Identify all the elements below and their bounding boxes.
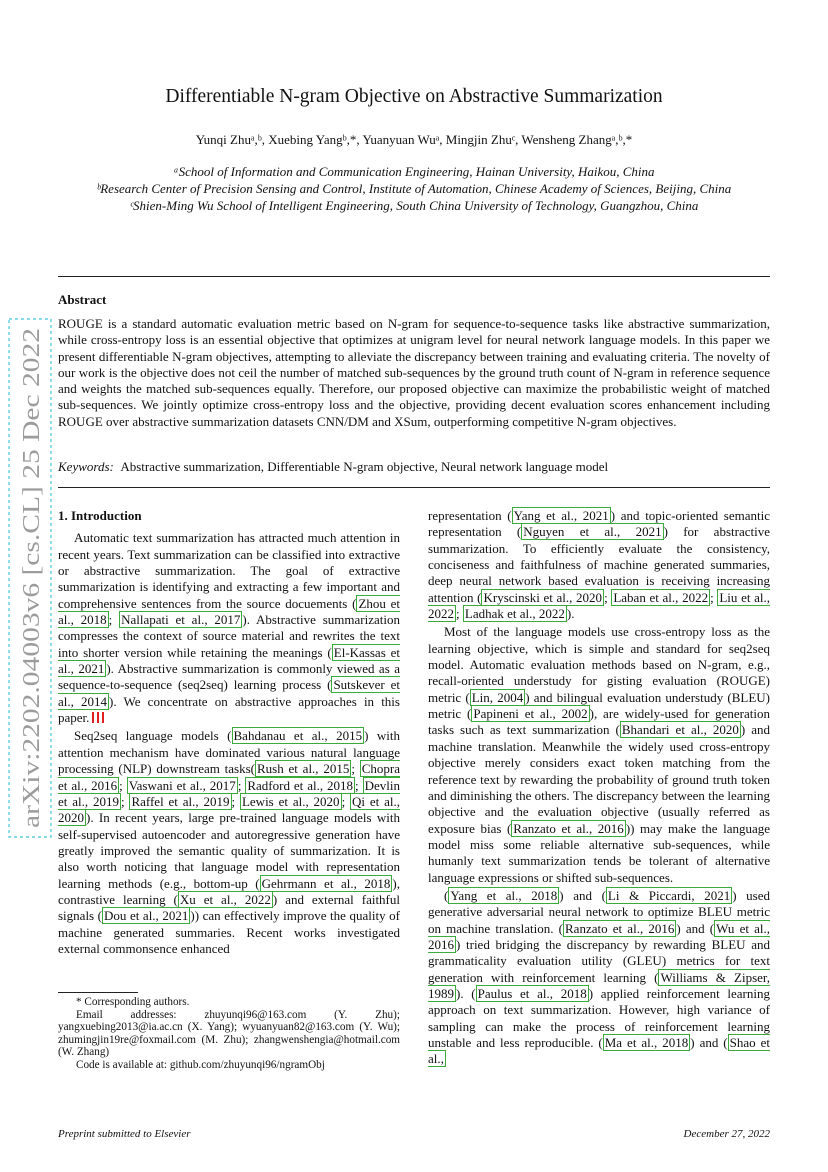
citation-link[interactable]: Shao et al., [428,1035,770,1067]
paragraph: representation ( Yang et al., 2021 ) and topic-oriented semantic representation ( Nguyen et al., 2021 ) for abstractive summarization. To efficiently evaluate the consistency, conciseness and faithfulness of machine generated summaries, deep neural network based evaluation is receiving increasing attention ( Kryscinski et al., 2020 ; Laban et al., 2022 ; Liu et al., 2022 ; Ladhak et al., 2022 ). [428,508,770,622]
affiliation-a: ᵃSchool of Information and Communication Engineering, Hainan University, Haikou, China [173,164,655,179]
citation-link[interactable]: Ranzato et al., 2016 [565,920,675,936]
affiliation-b: ᵇResearch Center of Precision Sensing and Control, Institute of Automation, Chinese Academy of Sciences, Beijing, China [96,181,732,196]
footer-date: December 27, 2022 [683,1128,770,1140]
footnote-rule [58,992,138,993]
citation-link[interactable]: Radford et al., 2018 [247,777,354,793]
paper-title-text: Differentiable N-gram Objective on Abstractive Summarization [165,86,663,107]
paragraph: Automatic text summarization has attracted much attention in recent years. Text summarization can be classified into extractive or abstractive summarization. The goal of extractive summarization is identifying and extracting a few important and comprehensive sentences from the source docuements ( Zhou et al., 2018 ; Nallapati et al., 2017 ). Abstractive summarization compresses the context of source material and rewrites the text into shorter version while retaining the meanings ( El-Kassas et al., 2021 ). Abstractive summarization is commonly viewed as a sequence-to-sequence (seq2seq) learning process ( Sutskever et al., 2014 ). We concentrate on abstractive approaches in this paper. [58,530,401,726]
arxiv-identifier[interactable]: arXiv:2202.04003v6 [cs.CL] 25 Dec 2022 [19,421,45,828]
keywords-line [58,459,770,475]
citation-link[interactable]: Qi et al., 2020 [58,793,400,826]
citation-link[interactable]: Papineni et al., 2002 [473,706,588,722]
citation-link[interactable]: Devlin et al., 2019 [58,777,400,809]
right-column [428,508,770,1068]
citation-link[interactable]: Nallapati et al., 2017 [121,612,241,628]
keywords-text: Abstractive summarization, Differentiable N-gram objective, Neural network language model [120,459,609,474]
abstract-rule [58,487,770,488]
footnote-emails: Email addresses: zhuyunqi96@163.com (Y. Zhu); yangxuebing2013@ia.ac.cn (X. Yang); wyuanyuan82@163.com (Y. Wu); zhumingjin19re@foxmail.com (M. Zhu); zhangwenshengia@hotmail.com (W. Zhang) [58,1008,400,1059]
citation-link[interactable]: Ranzato et al., 2016 [513,820,624,836]
citation-link[interactable]: Ladhak et al., 2022 [464,606,565,622]
citation-link[interactable]: Zhou et al., 2018 [58,595,400,628]
footnote-corresponding: * Corresponding authors. [76,996,190,1008]
abstract-body: ROUGE is a standard automatic evaluation metric based on N-gram for sequence-to-sequence tasks like abstractive summarization, while cross-entropy loss is an essential objective that optimizes at unigram level for neural network language models. In this paper we present differentiable N-gram objectives, attempting to alleviate the discrepancy between training and evaluating criteria. The novelty of our work is the objective does not ceil the number of matched sub-sequences by the ground truth count of N-gram in reference sequence and weights the matched sub-sequences equally. Therefore, our proposed objective can maximize the probabilistic weight of matched sub-sequences. We jointly optimize cross-entropy loss and the objective, providing decent evaluation scores enhancement including ROUGE over abstractive summarization datasets CNN/DM and XSum, outperforming competitive N-gram objectives. [58,316,770,429]
affiliation-c: ᶜShien-Ming Wu School of Intelligent Engineering, South China University of Technology, Guangzhou, China [129,198,699,213]
citation-link[interactable]: Bhandari et al., 2020 [621,722,739,738]
citation-link[interactable]: Yang et al., 2021 [513,508,609,523]
left-column [58,508,400,957]
header-rule [58,276,770,277]
paragraph: Seq2seq language models ( Bahdanau et al., 2015 ) with attention mechanism have dominated various natural language processing (NLP) downstream tasks( Rush et al., 2015 ; Chopra et al., 2016 ; Vaswani et al., 2017 ; Radford et al., 2018 ; Devlin et al., 2019 ; Raffel et al., 2019 ; Lewis et al., 2020 ; Qi et al., 2020 ). In recent years, large pre-trained language models with self-supervised autoencoder and autoregressive generation have greatly improved the semantic quality of summarization. It is also worth noticing that language model with representation learning methods (e.g., bottom-up ( Gehrmann et al., 2018 ), contrastive learning ( Xu et al., 2022 ) and external faithful signals ( Dou et al., 2021 )) can effectively improve the quality of machine generated summaries. Recent works investigated external commonsence enhanced [58,728,401,956]
red-bars-icon [91,712,105,723]
keywords-label: Keywords: [58,459,114,474]
citation-link[interactable]: Kryscinski et al., 2020 [483,589,603,605]
citation-link[interactable]: Wu et al., 2016 [428,920,771,952]
arxiv-sidebar [8,318,52,838]
citation-link[interactable]: Xu et al., 2022 [179,891,271,907]
citation-link[interactable]: El-Kassas et al., 2021 [58,644,400,677]
citation-link[interactable]: Vaswani et al., 2017 [128,777,236,793]
citation-link[interactable]: Paulus et al., 2018 [477,985,587,1001]
citation-link[interactable]: Williams & Zipser, 1989 [428,969,770,1001]
citation-link[interactable]: Bahdanau et al., 2015 [233,728,363,744]
citation-link[interactable]: Raffel et al., 2019 [131,793,230,809]
section-heading: 1. Introduction [58,508,142,523]
footnotes [58,996,400,1072]
abstract-heading: Abstract [58,292,107,307]
citation-link[interactable]: Lewis et al., 2020 [241,793,340,809]
citation-link[interactable]: Nguyen et al., 2021 [523,524,662,540]
citation-link[interactable]: Dou et al., 2021 [104,908,189,924]
paragraph: Most of the language models use cross-entropy loss as the learning objective, which is simple and standard for seq2seq model. Automatic evaluation methods based on N-gram, e.g., recall-oriented understudy for gisting evaluation (ROUGE) metric ( Lin, 2004 ) and bilingual evaluation understudy (BLEU) metric ( Papineni et al., 2002 ), are widely-used for generation tasks such as text summarization ( Bhandari et al., 2020 ) and machine translation. Meanwhile the widely used cross-entropy objective merely considers exact token matching from the reference text by rewarding the probability of ground truth token and diminishing the others. The discrepancy between the learning objective and the evaluation objective (usually referred as exposure bias ( Ranzato et al., 2016 )) may make the language model miss some reliable alternative sub-sequences, while humanly text summarization tends be tolerant of alternative language expressions or shifted sub-sequences. [428,624,771,885]
citation-link[interactable]: Liu et al., 2022 [428,589,770,622]
citation-link[interactable]: Ma et al., 2018 [604,1035,689,1050]
citation-link[interactable]: Yang et al., 2018 [450,887,558,903]
author-list: Yunqi Zhuᵃ,ᵇ, Xuebing Yangᵇ,*, Yuanyuan Wuᵃ, Mingjin Zhuᶜ, Wensheng Zhangᵃ,ᵇ,* [195,132,633,147]
paper-title [0,86,828,108]
citation-link[interactable]: Li & Piccardi, 2021 [607,887,731,903]
footer-venue: Preprint submitted to Elsevier [58,1128,191,1140]
citation-link[interactable]: Rush et al., 2015 [257,761,350,777]
footnote-code: Code is available at: github.com/zhuyunqi96/ngramObj [76,1058,325,1071]
citation-link[interactable]: Gehrmann et al., 2018 [261,875,391,891]
citation-link[interactable]: Lin, 2004 [471,689,524,705]
citation-link[interactable]: Laban et al., 2022 [613,589,709,605]
citation-link[interactable]: Chopra et al., 2016 [58,761,400,793]
paragraph: ( Yang et al., 2018 ) and ( Li & Piccardi, 2021 ) used generative adversarial neural network to optimize BLEU metric on machine translation. ( Ranzato et al., 2016 ) and ( Wu et al., 2016 ) tried bridging the discrepancy by rewarding BLEU and grammaticality evaluation utility (GLEU) metrics for text generation with reinforcement learning ( Williams & Zipser, 1989 ). ( Paulus et al., 2018 ) applied reinforcement learning approach on text summarization. However, high variance of sampling can make the process of reinforcement learning unstable and less reproducible. ( Ma et al., 2018 ) and ( Shao et al., [428,887,771,1067]
citation-link[interactable]: Sutskever et al., 2014 [58,677,401,709]
